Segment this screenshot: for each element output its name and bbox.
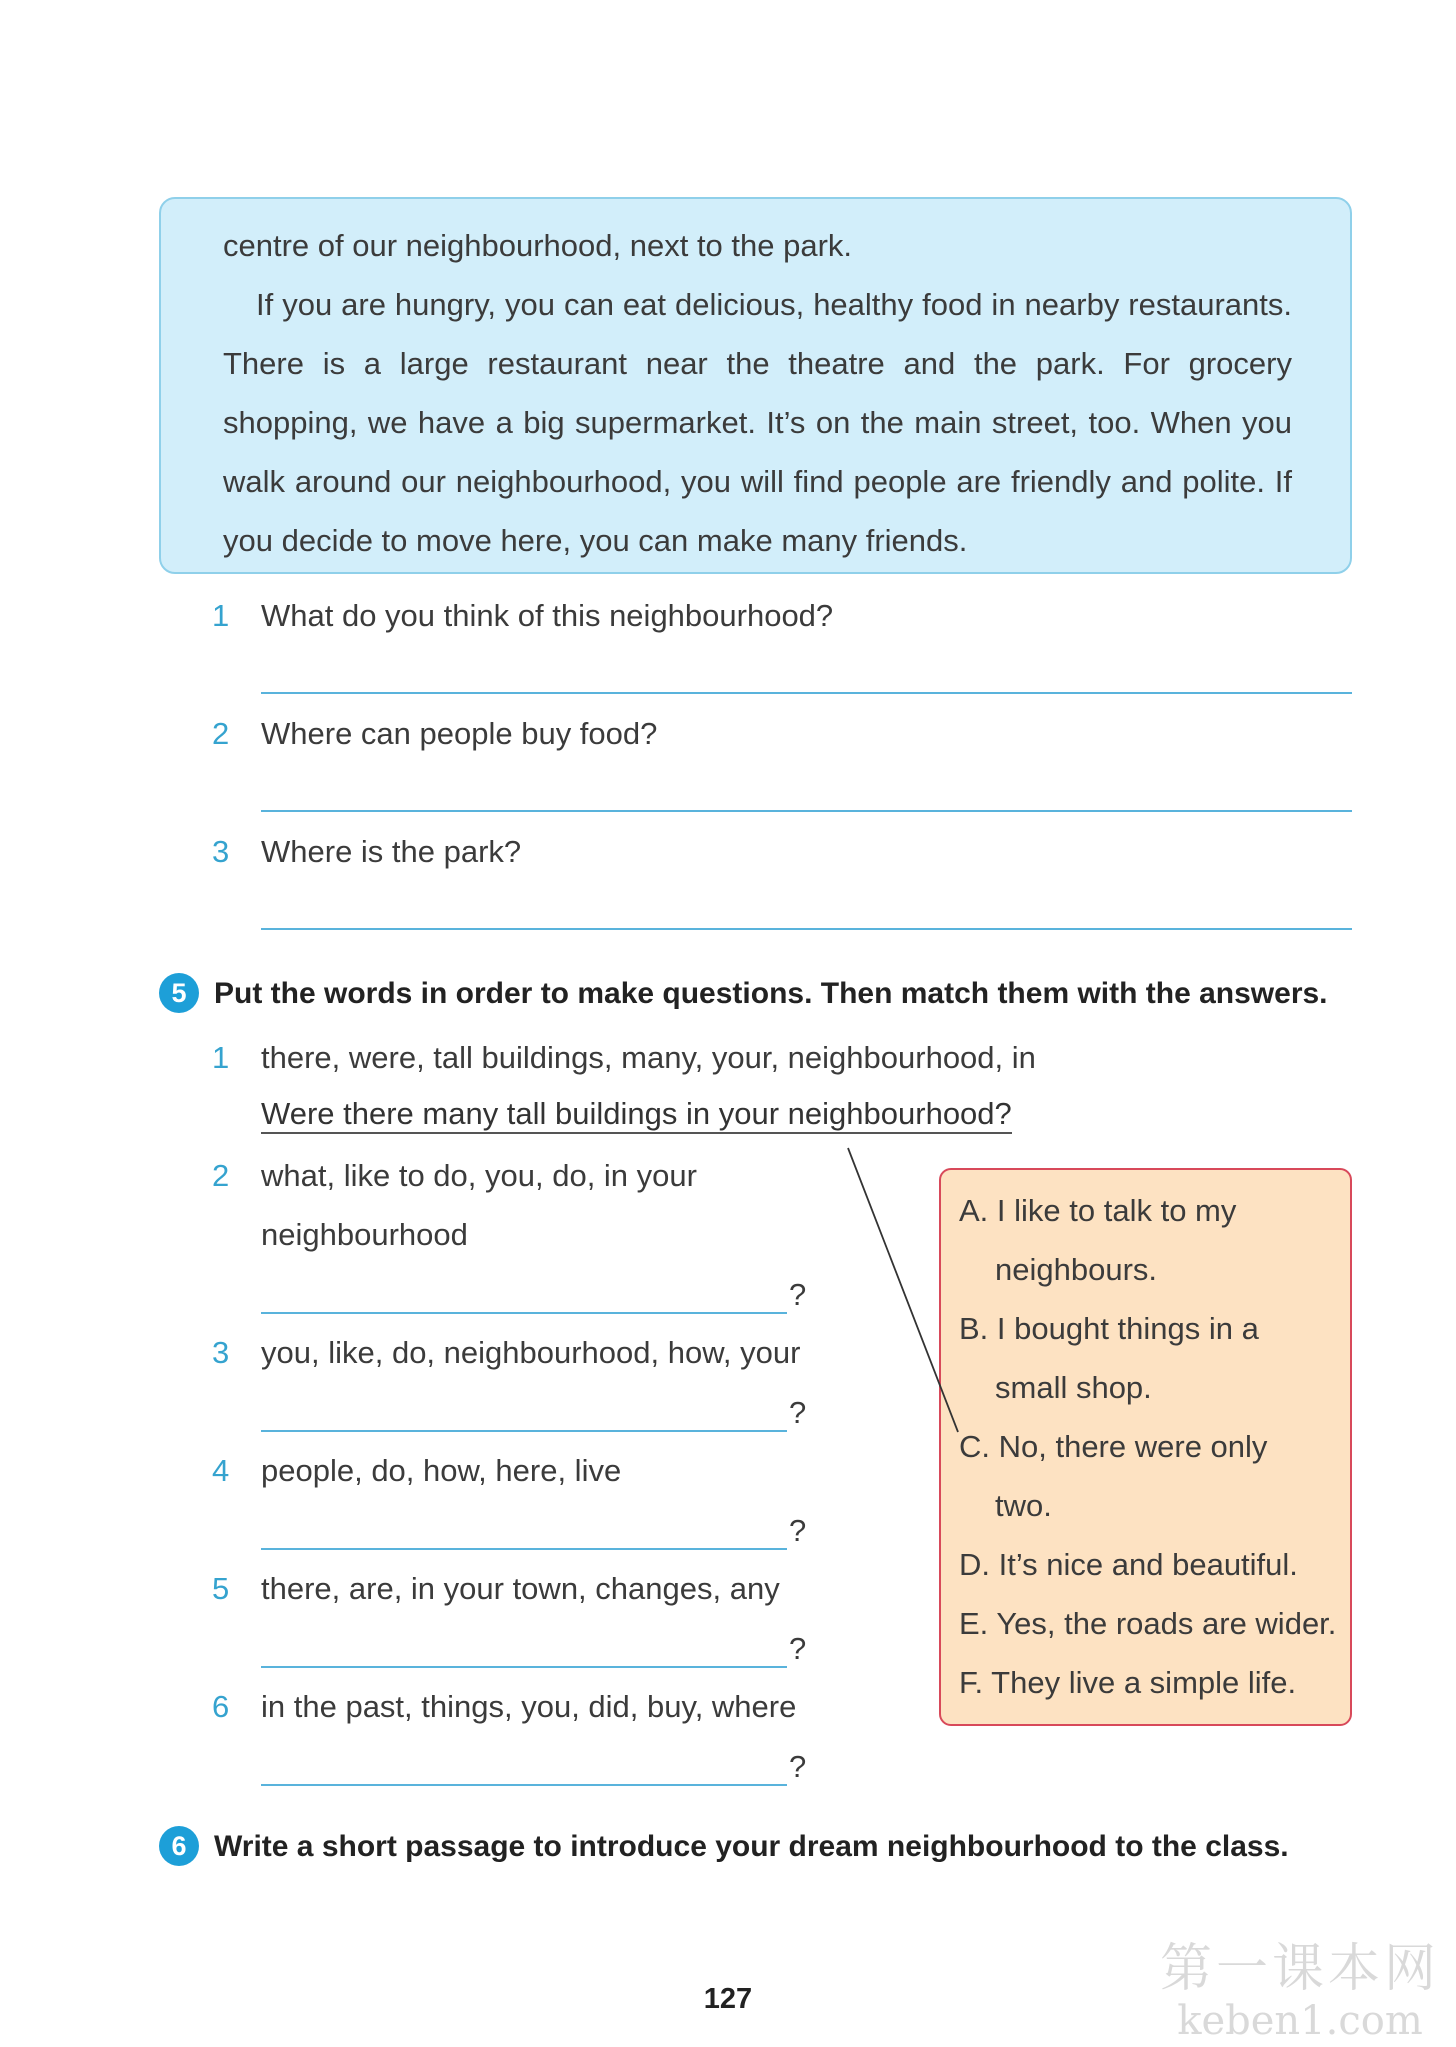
example-answer: Were there many tall buildings in your neighbourhood?: [261, 1096, 1012, 1134]
question-mark: ?: [789, 1631, 807, 1666]
question-text: Where is the park?: [261, 834, 522, 869]
answer-option-d[interactable]: D. It’s nice and beautiful.: [959, 1547, 1298, 1582]
task-6-number-badge: 6: [159, 1826, 199, 1866]
item-number: 4: [212, 1453, 230, 1488]
task-5-instruction: Put the words in order to make questions. Then match them with the answers.: [214, 977, 1328, 1010]
question-text: What do you think of this neighbourhood?: [261, 598, 834, 633]
word-list: you, like, do, neighbourhood, how, your: [261, 1335, 801, 1370]
question-number: 2: [212, 716, 230, 751]
question-number: 3: [212, 834, 230, 869]
item-number: 6: [212, 1689, 230, 1724]
item-number: 1: [212, 1040, 230, 1075]
answer-option-e[interactable]: E. Yes, the roads are wider.: [959, 1606, 1337, 1641]
question-mark: ?: [789, 1749, 807, 1784]
answer-option-b[interactable]: B. I bought things in a: [959, 1311, 1259, 1346]
watermark: [1150, 1940, 1450, 2044]
question-number: 1: [212, 598, 230, 633]
item-number: 3: [212, 1335, 230, 1370]
task-6-instruction: Write a short passage to introduce your dream neighbourhood to the class.: [214, 1830, 1289, 1863]
word-list: people, do, how, here, live: [261, 1453, 622, 1488]
answer-option-a-continued: neighbours.: [995, 1252, 1158, 1287]
question-mark: ?: [789, 1277, 807, 1312]
question-mark: ?: [789, 1395, 807, 1430]
answer-option-c[interactable]: C. No, there were only: [959, 1429, 1268, 1464]
word-list: in the past, things, you, did, buy, where: [261, 1689, 797, 1724]
task-5-number-badge: 5: [159, 973, 199, 1013]
match-line: [848, 1148, 958, 1432]
word-list: there, were, tall buildings, many, your, neighbourhood, in: [261, 1040, 1036, 1075]
word-list-continued: neighbourhood: [261, 1217, 468, 1252]
word-list: what, like to do, you, do, in your: [261, 1158, 697, 1193]
watermark-line-2: keben1.com: [1177, 1998, 1423, 2044]
answer-option-f[interactable]: F. They live a simple life.: [959, 1665, 1297, 1700]
watermark-line-1: 第一课本网: [1159, 1939, 1440, 1999]
passage-line: centre of our neighbourhood, next to the park.: [223, 228, 853, 263]
page-number: 127: [703, 1983, 753, 2015]
item-number: 5: [212, 1571, 230, 1606]
passage-paragraph: If you are hungry, you can eat delicious, healthy food in nearby restaurants. There is a large restaurant near the theatre and the park. For grocery shopping, we have a big supermarket. It’s on the main street, too. When you walk around our neighbourhood, you will find people are friendly and polite. If you decide to move here, you can make many friends.: [223, 287, 1292, 558]
word-list: there, are, in your town, changes, any: [261, 1571, 780, 1606]
answer-option-a[interactable]: A. I like to talk to my: [959, 1193, 1237, 1228]
answer-option-c-continued: two.: [995, 1488, 1052, 1523]
question-text: Where can people buy food?: [261, 716, 658, 751]
question-mark: ?: [789, 1513, 807, 1548]
answer-option-b-continued: small shop.: [995, 1370, 1152, 1405]
item-number: 2: [212, 1158, 230, 1193]
